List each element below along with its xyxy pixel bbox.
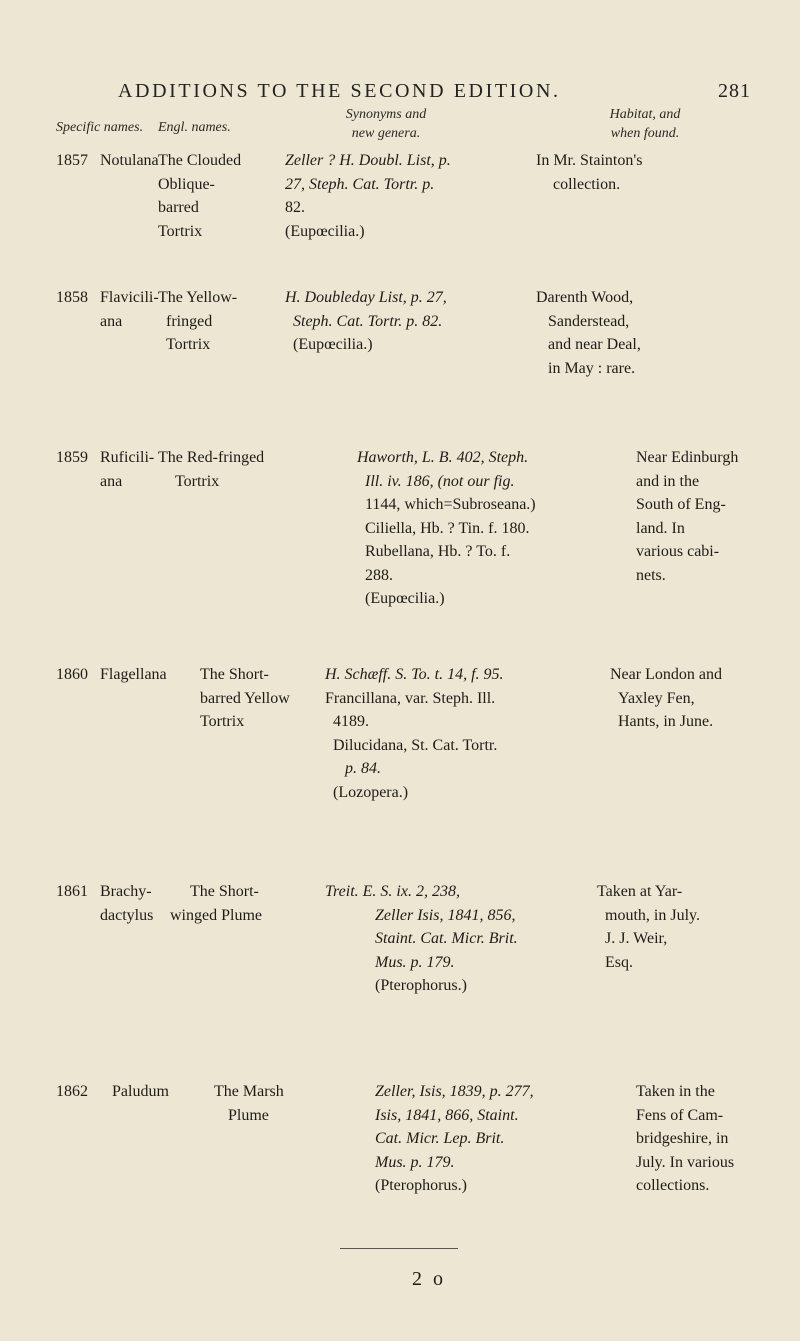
specific-name	[100, 286, 159, 333]
habitat	[636, 1080, 734, 1198]
text-line: Isis, 1841, 866, Staint.	[375, 1106, 519, 1124]
text-line: The Short-	[190, 883, 259, 900]
text-line: Esq.	[605, 953, 633, 971]
text-line: Oblique-	[158, 175, 215, 193]
text-line: Notulana	[100, 152, 159, 169]
english-name	[158, 286, 237, 357]
column-head-line: Synonyms and	[345, 107, 427, 122]
text-line: barred Yellow	[200, 689, 290, 707]
closing-rule	[340, 1248, 458, 1249]
synonyms	[375, 1080, 534, 1198]
synonyms	[285, 149, 451, 243]
column-head-habitat	[545, 105, 745, 143]
text-line: barred	[158, 199, 199, 216]
text-line: Tortrix	[200, 713, 245, 730]
column-head-synonyms	[286, 105, 486, 143]
text-line: land. In	[636, 519, 685, 537]
text-line: Plume	[228, 1106, 269, 1124]
specific-name	[112, 1080, 169, 1104]
text-line: Mus. p. 179.	[375, 1153, 455, 1171]
text-line: Haworth, L. B. 402, Steph.	[357, 449, 529, 466]
text-line: dactylus	[100, 906, 154, 924]
text-line: collections.	[636, 1177, 710, 1194]
text-line: In Mr. Stainton's	[536, 152, 643, 169]
text-line: Paludum	[112, 1083, 169, 1100]
text-line: Near London and	[610, 666, 722, 683]
text-line: The Marsh	[214, 1083, 284, 1100]
text-line: p. 84.	[345, 760, 381, 777]
text-line: The Short-	[200, 666, 269, 683]
text-line: Zeller ? H. Doubl. List, p.	[285, 152, 451, 169]
text-line: Yaxley Fen,	[618, 689, 695, 707]
text-line: ana	[100, 472, 123, 490]
text-line: and near Deal,	[548, 336, 641, 353]
text-line: Hants, in June.	[618, 713, 714, 730]
text-line: mouth, in July.	[605, 906, 700, 924]
english-name	[214, 1080, 284, 1127]
column-head-specific: Specific names.	[56, 120, 144, 135]
text-line: Zeller Isis, 1841, 856,	[375, 906, 516, 924]
text-line: winged Plume	[170, 906, 262, 924]
entry-number: 1862	[56, 1083, 88, 1100]
synonyms	[357, 446, 536, 611]
text-line: Ill. iv. 186, (not our fig.	[365, 472, 515, 490]
synonyms	[285, 286, 447, 357]
text-line: (Pterophorus.)	[375, 1177, 467, 1194]
entry-number: 1859	[56, 449, 88, 466]
text-line: (Eupœcilia.)	[293, 336, 373, 353]
specific-name	[100, 663, 167, 687]
column-head-line: Habitat, and	[609, 107, 681, 122]
habitat	[636, 446, 738, 587]
text-line: ana	[100, 312, 123, 330]
column-head-english: Engl. names.	[158, 120, 231, 135]
text-line: Mus. p. 179.	[375, 953, 455, 971]
entry-number: 1857	[56, 152, 88, 169]
text-line: Brachy-	[100, 883, 152, 900]
text-line: Francillana, var. Steph. Ill.	[325, 689, 496, 707]
text-line: 27, Steph. Cat. Tortr. p.	[285, 175, 435, 193]
habitat	[597, 880, 700, 974]
text-line: Fens of Cam-	[636, 1106, 724, 1124]
page-number: 281	[718, 80, 751, 102]
text-line: 288.	[365, 566, 393, 584]
text-line: J. J. Weir,	[605, 930, 668, 947]
entry-number: 1858	[56, 289, 88, 306]
text-line: 82.	[285, 199, 305, 216]
text-line: Flavicili-	[100, 289, 159, 306]
text-line: Tortrix	[158, 222, 203, 240]
text-line: 1144, which=Subroseana.)	[365, 496, 536, 513]
english-name	[170, 880, 262, 927]
text-line: Zeller, Isis, 1839, p. 277,	[375, 1083, 534, 1100]
text-line: The Red-fringed	[158, 449, 265, 466]
text-line: collection.	[553, 175, 621, 193]
text-line: Cat. Micr. Lep. Brit.	[375, 1130, 505, 1147]
specific-name	[100, 880, 153, 927]
column-head-line: new genera.	[351, 126, 421, 141]
column-head-line: when found.	[610, 126, 680, 141]
synonyms	[325, 663, 504, 804]
text-line: Taken in the	[636, 1083, 715, 1100]
text-line: Sanderstead,	[548, 312, 630, 330]
text-line: Flagellana	[100, 666, 167, 683]
specific-name	[100, 446, 154, 493]
entry-number: 1860	[56, 666, 88, 683]
running-title: ADDITIONS TO THE SECOND EDITION.	[118, 80, 561, 102]
text-line: Taken at Yar-	[597, 883, 683, 900]
habitat	[610, 663, 722, 734]
text-line: Near Edinburgh	[636, 449, 739, 466]
english-name	[200, 663, 290, 734]
text-line: in May : rare.	[548, 359, 636, 377]
text-line: The Clouded	[158, 152, 242, 169]
text-line: July. In various	[636, 1153, 735, 1171]
text-line: Tortrix	[166, 336, 211, 353]
text-line: Rubellana, Hb. ? To. f.	[365, 543, 511, 560]
specific-name	[100, 149, 159, 173]
english-name	[158, 149, 241, 243]
text-line: (Lozopera.)	[333, 783, 409, 801]
text-line: (Eupœcilia.)	[365, 590, 445, 607]
text-line: and in the	[636, 472, 700, 490]
text-line: Ruficili-	[100, 449, 155, 466]
text-line: various cabi-	[636, 543, 720, 560]
text-line: Darenth Wood,	[536, 289, 634, 306]
text-line: Treit. E. S. ix. 2, 238,	[325, 883, 460, 900]
text-line: The Yellow-	[158, 289, 238, 306]
text-line: H. Schæff. S. To. t. 14, f. 95.	[325, 666, 504, 683]
habitat	[536, 149, 642, 196]
text-line: bridgeshire, in	[636, 1130, 729, 1147]
habitat	[536, 286, 641, 380]
text-line: 4189.	[333, 713, 369, 730]
signature-mark: 2 o	[412, 1268, 446, 1290]
text-line: nets.	[636, 566, 666, 584]
text-line: (Eupœcilia.)	[285, 222, 365, 240]
text-line: H. Doubleday List, p. 27,	[285, 289, 447, 306]
text-line: Ciliella, Hb. ? Tin. f. 180.	[365, 519, 530, 537]
entry-number: 1861	[56, 883, 88, 900]
text-line: Steph. Cat. Tortr. p. 82.	[293, 312, 443, 330]
synonyms	[325, 880, 518, 998]
text-line: Staint. Cat. Micr. Brit.	[375, 930, 518, 947]
text-line: South of Eng-	[636, 496, 726, 513]
text-line: fringed	[166, 312, 213, 330]
english-name	[158, 446, 264, 493]
text-line: (Pterophorus.)	[375, 977, 467, 994]
text-line: Tortrix	[175, 472, 220, 490]
text-line: Dilucidana, St. Cat. Tortr.	[333, 736, 498, 754]
